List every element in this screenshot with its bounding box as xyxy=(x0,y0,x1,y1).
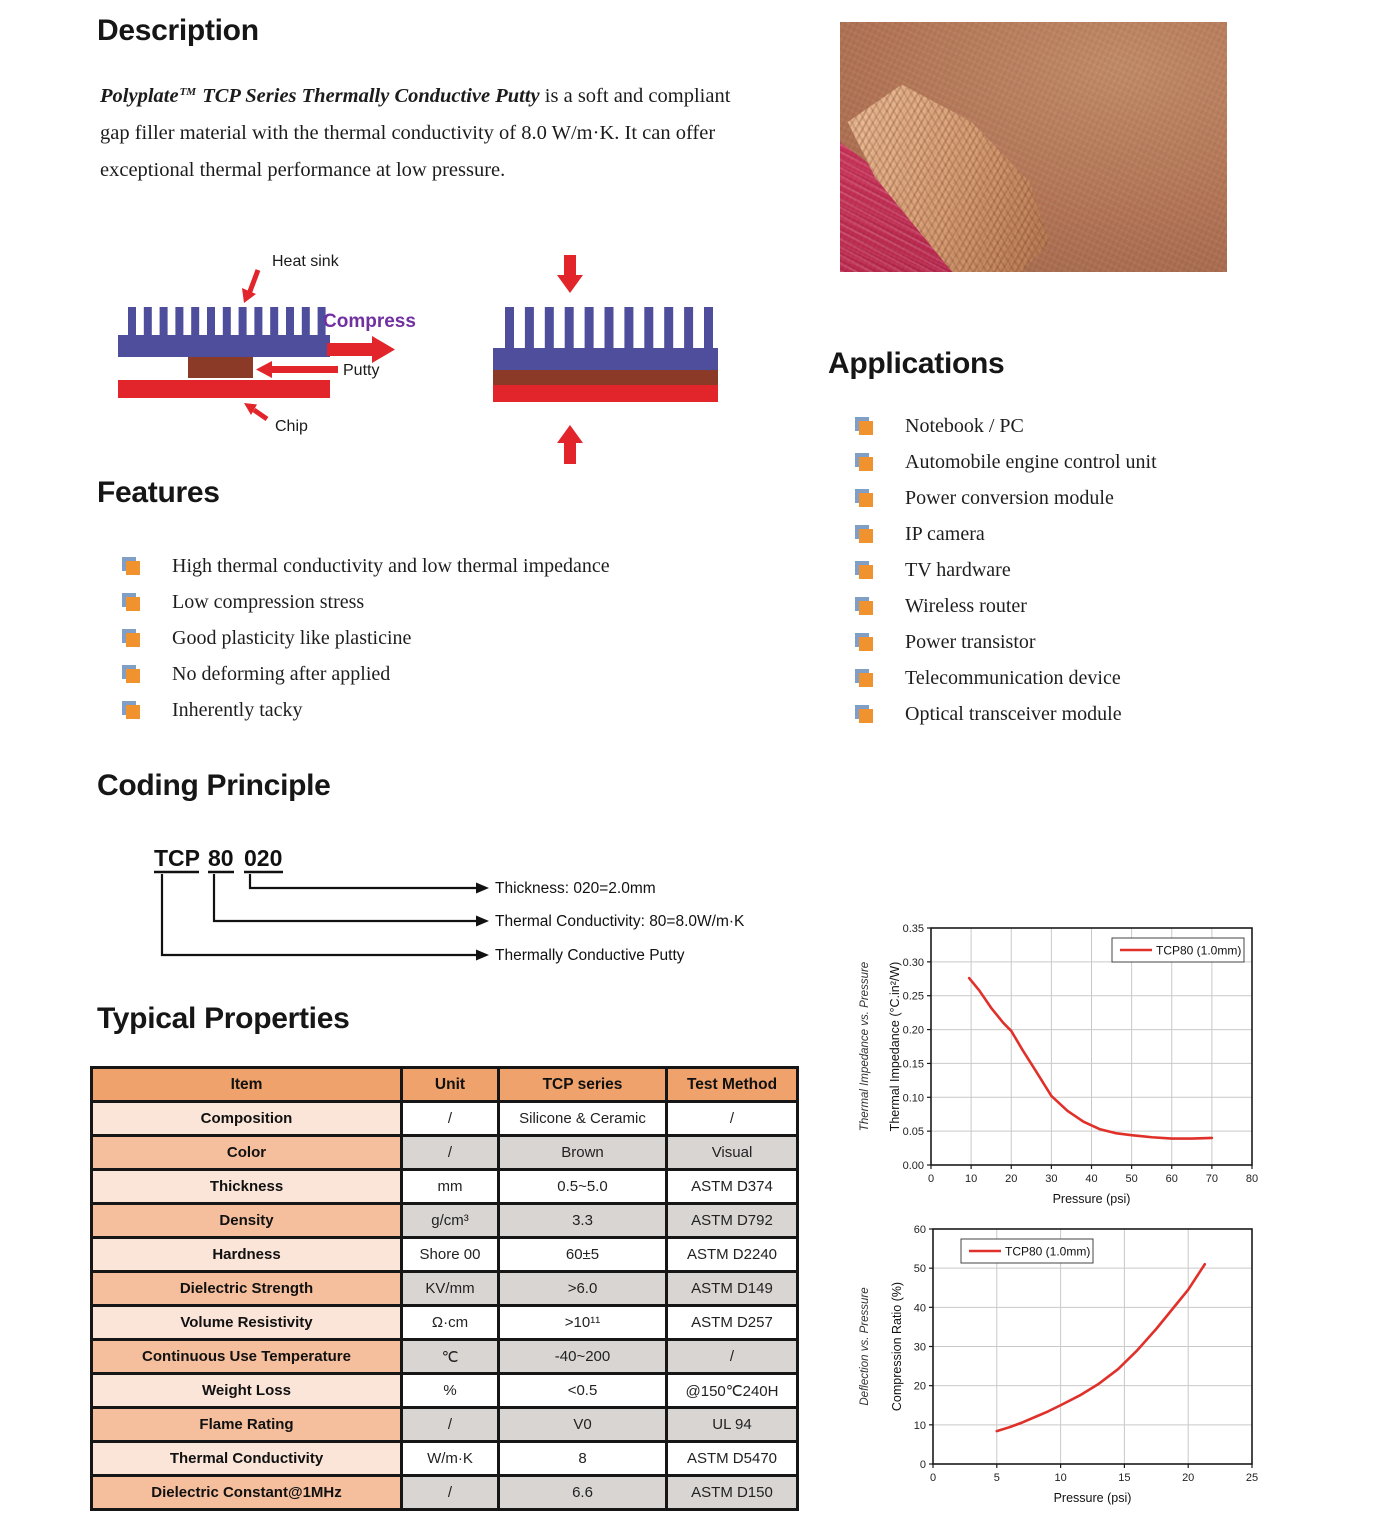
compression-diagram xyxy=(105,240,730,468)
property-value-cell: Brown xyxy=(499,1136,667,1170)
x-tick-label: 0 xyxy=(927,1173,935,1185)
trademark-sup: TM xyxy=(179,86,197,98)
property-row xyxy=(92,1102,798,1136)
square-bullet-icon xyxy=(855,669,873,687)
photo-peeled-corner xyxy=(840,22,1227,272)
y-tick-label: 0.30 xyxy=(902,956,924,969)
square-bullet-icon xyxy=(855,453,873,471)
square-bullet-icon xyxy=(122,557,140,575)
property-value-cell: ASTM D792 xyxy=(667,1204,798,1238)
list-item-label: Good plasticity like plasticine xyxy=(172,626,412,649)
y-tick-label: 0.15 xyxy=(902,1058,924,1071)
putty-label: Putty xyxy=(343,362,380,379)
list-item-label: Wireless router xyxy=(905,594,1027,617)
y-tick-label: 0.35 xyxy=(902,923,924,935)
y-axis-label: Compression Ratio (%) xyxy=(890,1281,904,1412)
property-value-cell: >6.0 xyxy=(499,1272,667,1306)
features-heading: Features xyxy=(97,476,220,509)
applications-list xyxy=(855,408,1157,732)
y-tick-label: 0.00 xyxy=(902,1160,924,1172)
x-tick-label: 60 xyxy=(1165,1173,1178,1185)
property-value-cell: / xyxy=(402,1476,499,1510)
header-item: Item xyxy=(92,1068,402,1102)
y-tick-label: 60 xyxy=(913,1224,926,1236)
list-item-label: Optical transceiver module xyxy=(905,702,1122,725)
property-value-cell: / xyxy=(402,1102,499,1136)
property-row xyxy=(92,1374,798,1408)
compression-ratio-chart xyxy=(858,1218,1266,1516)
press-down-arrow-icon xyxy=(564,255,576,276)
list-item xyxy=(855,660,1157,696)
list-item-label: Inherently tacky xyxy=(172,698,303,721)
x-tick-label: 0 xyxy=(929,1472,937,1484)
square-bullet-icon xyxy=(122,701,140,719)
chip-label: Chip xyxy=(275,418,308,435)
property-row xyxy=(92,1136,798,1170)
list-item xyxy=(855,480,1157,516)
heatsink-right xyxy=(493,307,718,370)
y-tick-label: 50 xyxy=(913,1263,926,1276)
property-value-cell: Ω·cm xyxy=(402,1306,499,1340)
list-item xyxy=(122,656,610,692)
connector-arrowheads xyxy=(476,883,489,961)
property-value-cell: KV/mm xyxy=(402,1272,499,1306)
square-bullet-icon xyxy=(122,593,140,611)
x-tick-label: 20 xyxy=(1005,1173,1018,1185)
square-bullet-icon xyxy=(855,417,873,435)
property-row xyxy=(92,1272,798,1306)
list-item xyxy=(122,548,610,584)
list-item-label: Telecommunication device xyxy=(905,666,1121,689)
header-unit: Unit xyxy=(402,1068,499,1102)
property-row xyxy=(92,1238,798,1272)
property-value-cell: 0.5~5.0 xyxy=(499,1170,667,1204)
chip-bar xyxy=(118,380,330,398)
side-label: Deflection vs. Pressure xyxy=(859,1287,871,1406)
property-item-cell: Flame Rating xyxy=(92,1408,402,1442)
x-tick-label: 20 xyxy=(1182,1472,1195,1484)
list-item-label: Power transistor xyxy=(905,630,1036,653)
property-value-cell: -40~200 xyxy=(499,1340,667,1374)
heatsink-left xyxy=(118,307,330,357)
property-value-cell: ℃ xyxy=(402,1340,499,1374)
property-value-cell: UL 94 xyxy=(667,1408,798,1442)
square-bullet-icon xyxy=(122,665,140,683)
x-tick-label: 15 xyxy=(1118,1472,1131,1484)
y-axis-label: Thermal Impedance (°C.in²/W) xyxy=(888,961,902,1132)
series-curve xyxy=(997,1264,1205,1431)
property-row xyxy=(92,1170,798,1204)
list-item-label: Automobile engine control unit xyxy=(905,450,1157,473)
description-heading: Description xyxy=(97,14,259,47)
compress-arrow-icon xyxy=(327,343,372,356)
property-value-cell: 8 xyxy=(499,1442,667,1476)
property-value-cell: ASTM D150 xyxy=(667,1476,798,1510)
list-item-label: No deforming after applied xyxy=(172,662,391,685)
applications-heading: Applications xyxy=(828,347,1005,380)
square-bullet-icon xyxy=(855,705,873,723)
list-item-label: Low compression stress xyxy=(172,590,365,613)
compress-label: Compress xyxy=(323,311,416,332)
list-item xyxy=(855,696,1157,732)
property-item-cell: Hardness xyxy=(92,1238,402,1272)
list-item-label: IP camera xyxy=(905,522,985,545)
property-value-cell: ASTM D5470 xyxy=(667,1442,798,1476)
coding-principle-diagram xyxy=(98,833,758,983)
y-tick-label: 0.05 xyxy=(902,1126,924,1139)
y-tick-label: 40 xyxy=(913,1302,926,1315)
property-value-cell: @150℃240H xyxy=(667,1374,798,1408)
thermal-impedance-chart xyxy=(858,898,1266,1213)
property-value-cell: >10¹¹ xyxy=(499,1306,667,1340)
property-row xyxy=(92,1306,798,1340)
photo-under-layer xyxy=(840,22,1227,272)
property-value-cell: Visual xyxy=(667,1136,798,1170)
property-row xyxy=(92,1476,798,1510)
code-legend-thickness: Thickness: 020=2.0mm xyxy=(495,880,656,897)
y-tick-label: 10 xyxy=(913,1419,926,1432)
property-value-cell: mm xyxy=(402,1170,499,1204)
coding-principle-heading: Coding Principle xyxy=(97,769,331,802)
property-value-cell: 3.3 xyxy=(499,1204,667,1238)
x-tick-label: 5 xyxy=(993,1472,1000,1484)
legend-label: TCP80 (1.0mm) xyxy=(1005,1244,1091,1259)
property-row xyxy=(92,1204,798,1238)
property-row xyxy=(92,1442,798,1476)
putty-block xyxy=(188,357,253,378)
property-value-cell: / xyxy=(667,1102,798,1136)
chip-compressed xyxy=(493,385,718,402)
x-axis-label: Pressure (psi) xyxy=(1052,1192,1131,1206)
square-bullet-icon xyxy=(855,597,873,615)
side-label: Thermal Impedance vs. Pressure xyxy=(859,961,871,1132)
property-value-cell: W/m·K xyxy=(402,1442,499,1476)
property-value-cell: <0.5 xyxy=(499,1374,667,1408)
x-tick-label: 25 xyxy=(1245,1472,1259,1484)
list-item xyxy=(122,584,610,620)
property-item-cell: Continuous Use Temperature xyxy=(92,1340,402,1374)
square-bullet-icon xyxy=(855,489,873,507)
series-curve xyxy=(969,978,1212,1138)
property-value-cell: 6.6 xyxy=(499,1476,667,1510)
properties-header-row xyxy=(92,1068,798,1102)
x-tick-label: 80 xyxy=(1245,1173,1259,1185)
x-tick-label: 30 xyxy=(1045,1173,1058,1185)
list-item xyxy=(122,692,610,728)
property-item-cell: Weight Loss xyxy=(92,1374,402,1408)
description-body: is a soft and compliant gap filler material with the thermal conductivity of 8.0 W/m·K. It can offer exceptional thermal performance at low pressure. xyxy=(100,85,731,181)
x-tick-label: 10 xyxy=(965,1173,978,1185)
list-item-label: Notebook / PC xyxy=(905,414,1024,437)
property-value-cell: ASTM D257 xyxy=(667,1306,798,1340)
list-item xyxy=(855,516,1157,552)
square-bullet-icon xyxy=(855,525,873,543)
property-value-cell: ASTM D374 xyxy=(667,1170,798,1204)
list-item xyxy=(855,408,1157,444)
property-item-cell: Volume Resistivity xyxy=(92,1306,402,1340)
y-tick-label: 20 xyxy=(913,1380,926,1393)
heat-sink-label: Heat sink xyxy=(272,253,339,270)
property-value-cell: ASTM D149 xyxy=(667,1272,798,1306)
x-tick-label: 40 xyxy=(1085,1173,1098,1185)
property-value-cell: 60±5 xyxy=(499,1238,667,1272)
x-axis-label: Pressure (psi) xyxy=(1053,1491,1132,1505)
property-value-cell: Shore 00 xyxy=(402,1238,499,1272)
legend-label: TCP80 (1.0mm) xyxy=(1156,943,1242,958)
list-item-label: Power conversion module xyxy=(905,486,1114,509)
property-item-cell: Density xyxy=(92,1204,402,1238)
header-tcp-series: TCP series xyxy=(499,1068,667,1102)
list-item xyxy=(855,444,1157,480)
property-item-cell: Dielectric Constant@1MHz xyxy=(92,1476,402,1510)
property-value-cell: Silicone & Ceramic xyxy=(499,1102,667,1136)
product-name: Polyplate™ TCP Series Thermally Conductive Putty xyxy=(100,85,540,107)
property-item-cell: Thermal Conductivity xyxy=(92,1442,402,1476)
y-tick-label: 0.10 xyxy=(902,1092,924,1105)
code-legend-conductivity: Thermal Conductivity: 80=8.0W/m·K xyxy=(495,913,745,930)
property-item-cell: Thickness xyxy=(92,1170,402,1204)
property-value-cell: / xyxy=(667,1340,798,1374)
list-item xyxy=(122,620,610,656)
y-tick-label: 0.25 xyxy=(902,990,924,1003)
list-item xyxy=(855,552,1157,588)
code-connectors xyxy=(162,874,476,955)
typical-properties-heading: Typical Properties xyxy=(97,1002,350,1035)
y-tick-label: 0.20 xyxy=(902,1024,924,1037)
property-item-cell: Dielectric Strength xyxy=(92,1272,402,1306)
product-photo xyxy=(840,22,1227,272)
property-row xyxy=(92,1408,798,1442)
product-code: TCP 80 020 xyxy=(154,845,283,871)
x-tick-label: 10 xyxy=(1054,1472,1067,1484)
list-item xyxy=(855,588,1157,624)
list-item xyxy=(855,624,1157,660)
x-tick-label: 50 xyxy=(1125,1173,1138,1185)
description-text xyxy=(100,74,748,189)
property-value-cell: / xyxy=(402,1136,499,1170)
property-item-cell: Composition xyxy=(92,1102,402,1136)
property-value-cell: / xyxy=(402,1408,499,1442)
press-up-arrow-icon xyxy=(564,443,576,464)
square-bullet-icon xyxy=(122,629,140,647)
y-tick-label: 0 xyxy=(919,1459,926,1471)
property-item-cell: Color xyxy=(92,1136,402,1170)
x-tick-label: 70 xyxy=(1205,1173,1218,1185)
square-bullet-icon xyxy=(855,561,873,579)
putty-compressed xyxy=(493,370,718,385)
properties-table xyxy=(90,1066,799,1511)
property-value-cell: ASTM D2240 xyxy=(667,1238,798,1272)
property-value-cell: % xyxy=(402,1374,499,1408)
property-value-cell: g/cm³ xyxy=(402,1204,499,1238)
list-item-label: TV hardware xyxy=(905,558,1011,581)
code-legend-putty: Thermally Conductive Putty xyxy=(495,947,685,964)
putty-arrow-icon xyxy=(271,366,338,373)
header-test-method: Test Method xyxy=(667,1068,798,1102)
y-tick-label: 30 xyxy=(913,1341,926,1354)
square-bullet-icon xyxy=(855,633,873,651)
property-row xyxy=(92,1340,798,1374)
features-list xyxy=(122,548,610,728)
property-value-cell: V0 xyxy=(499,1408,667,1442)
list-item-label: High thermal conductivity and low thermal impedance xyxy=(172,554,610,577)
